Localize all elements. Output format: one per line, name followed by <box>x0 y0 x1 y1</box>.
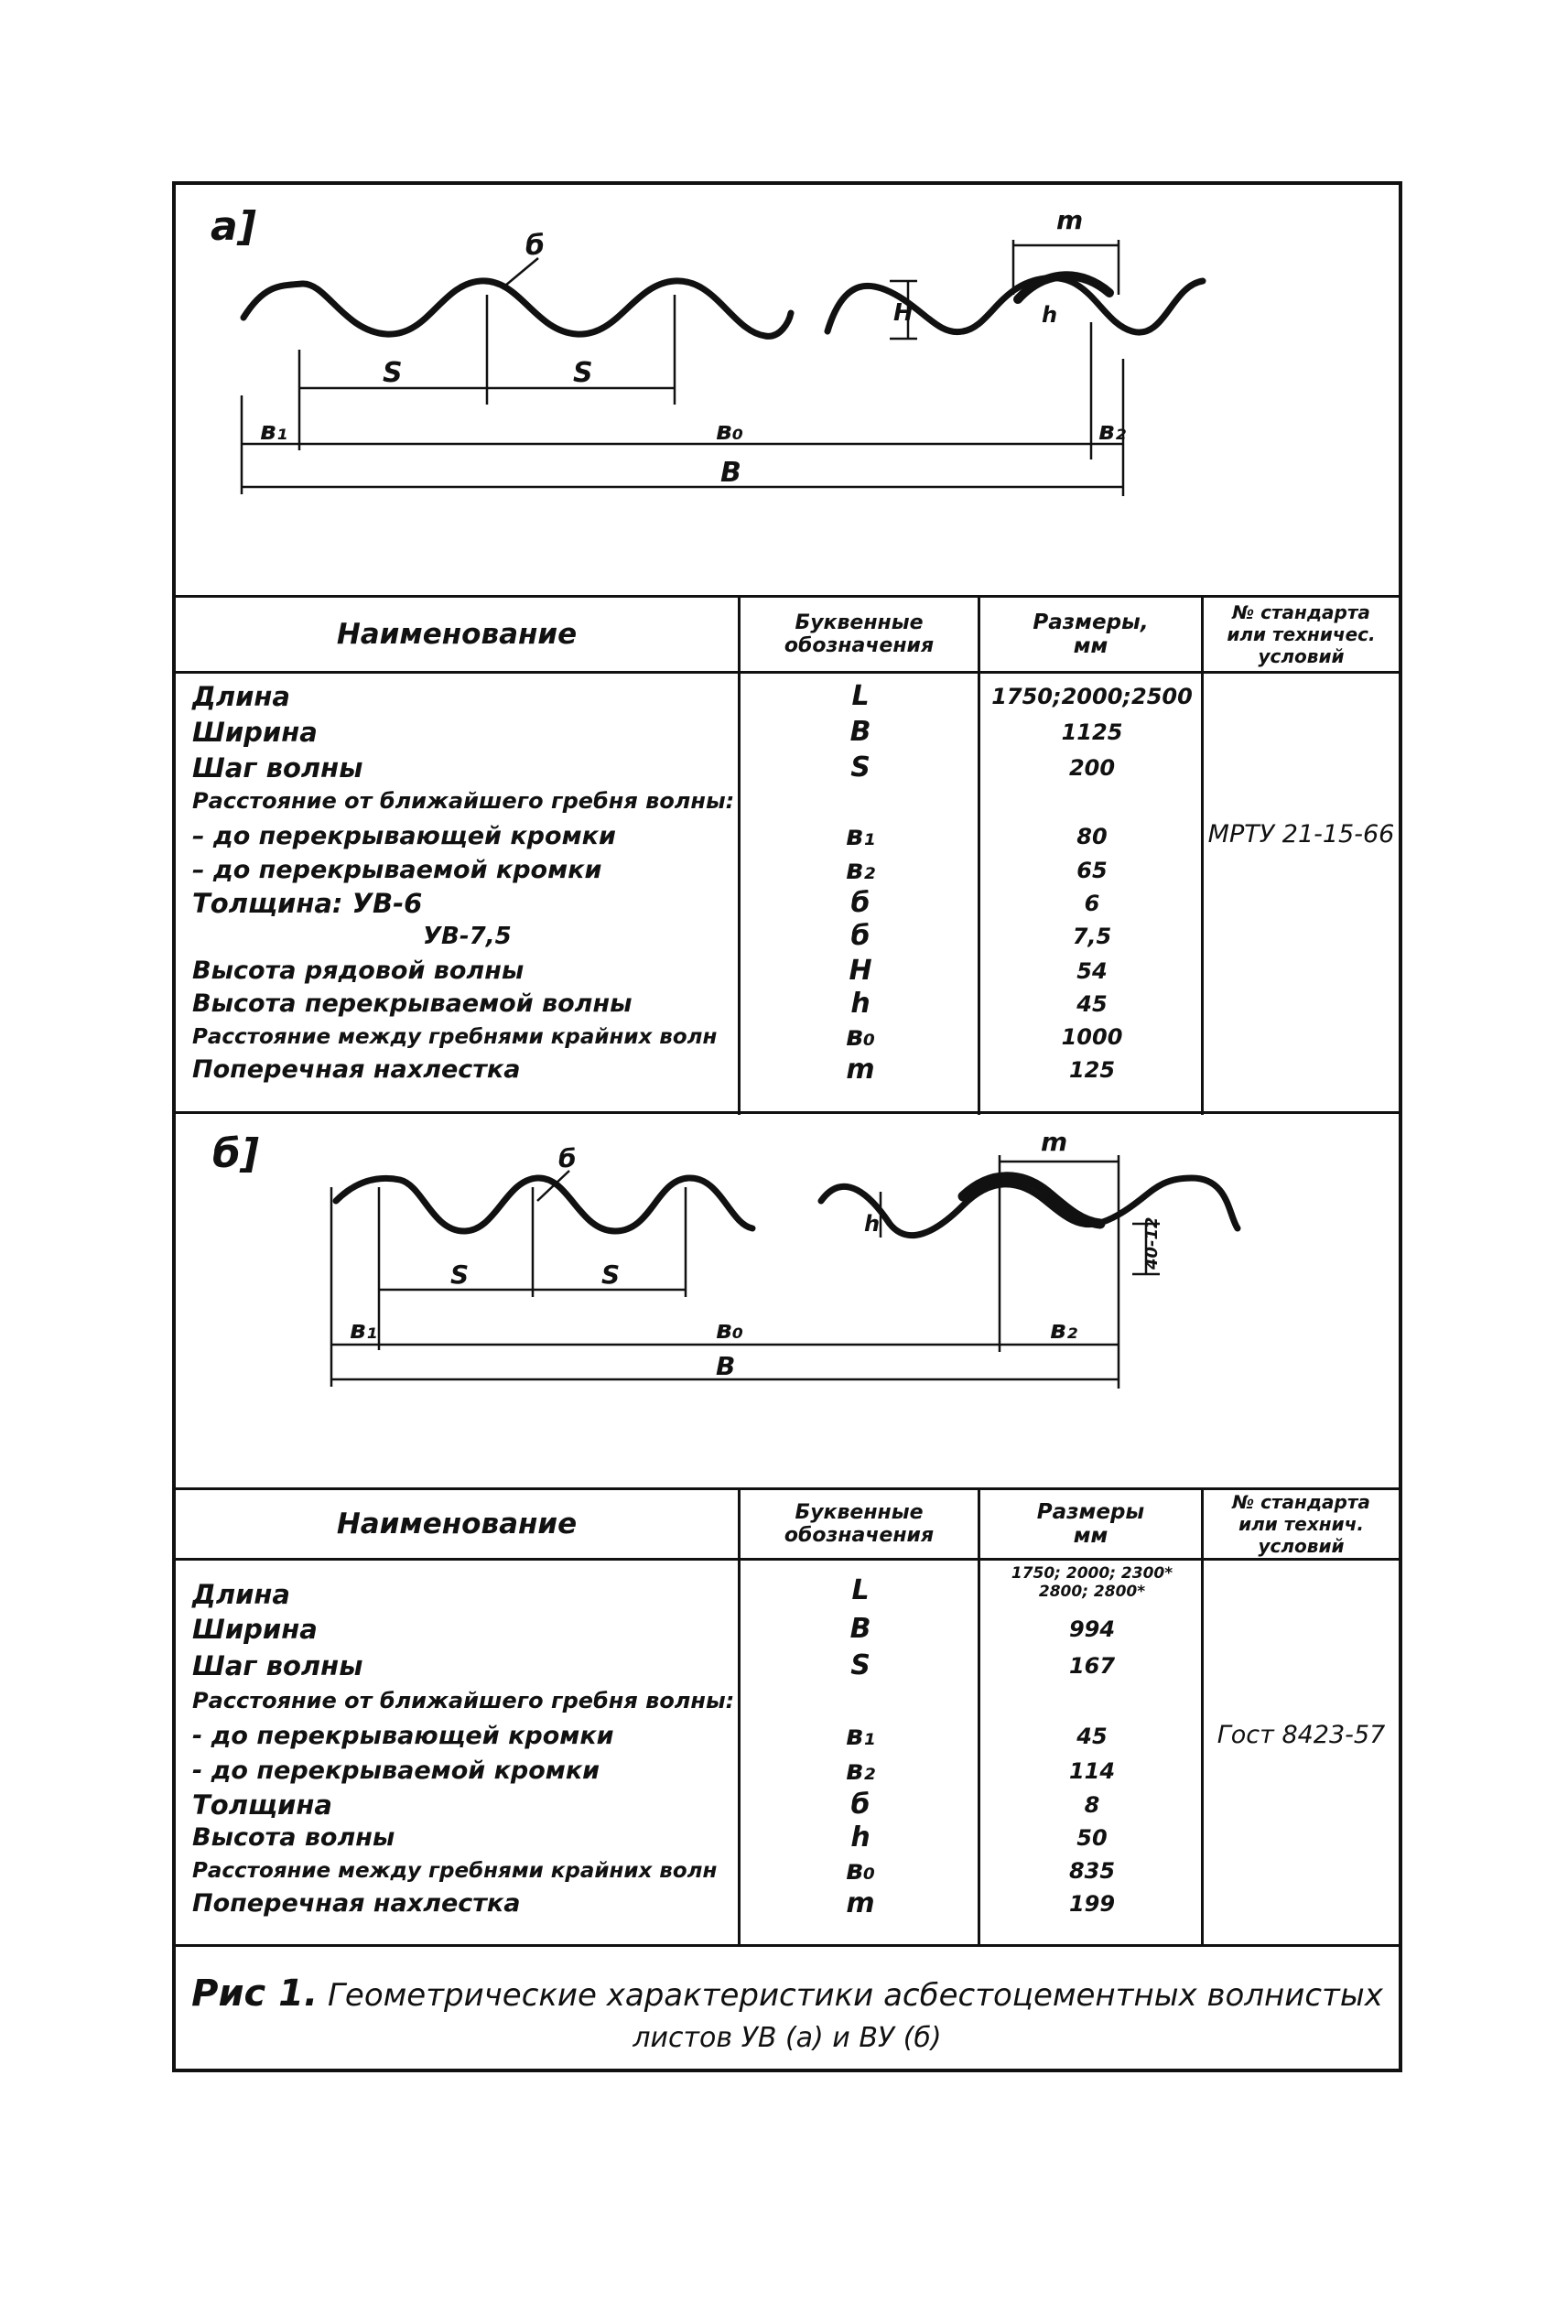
dim-b-m: m <box>1041 1127 1068 1157</box>
dim-a-b2: в₂ <box>1098 416 1126 446</box>
dim-a-h: h <box>1042 302 1058 328</box>
figure-caption <box>176 1947 1399 2072</box>
sheet-b-profile-left <box>336 1178 752 1231</box>
dim-a-s2: S <box>573 357 593 389</box>
table-a-header-symbol: Буквенные обозначения <box>784 611 935 657</box>
table-row: Шаг волны S 167 <box>192 1649 1116 1681</box>
table-b-header-size: Размеры мм <box>1036 1500 1145 1548</box>
sheet-a-profile-left <box>243 281 791 336</box>
table-row: - до перекрывающей кромки в₁ 45 <box>192 1720 1108 1752</box>
table-row: Толщина: УВ-6 б 6 <box>192 887 1100 919</box>
table-a-standard: МРТУ 21-15-66 <box>1207 820 1395 849</box>
table-row: Высота рядовой волны Н 54 <box>192 955 1108 987</box>
table-b-standard: Гост 8423-57 <box>1217 1721 1386 1749</box>
dim-a-H: Н <box>893 299 914 327</box>
sheet-b-overlap <box>963 1177 1100 1224</box>
table-a-header-size: Размеры, мм <box>1033 611 1149 658</box>
dim-b-b0: в₀ <box>716 1314 743 1345</box>
diagram-a-panel <box>176 185 1399 595</box>
table-row: Поперечная нахлестка m 199 <box>192 1887 1116 1919</box>
dim-a-B: В <box>720 457 741 489</box>
table-row: Длина L 1750;2000;2500 <box>192 680 1193 712</box>
table-b-header-symbol: Буквенные обозначения <box>784 1501 935 1547</box>
table-row: Ширина В 994 <box>192 1613 1116 1645</box>
table-row: Длина L 1750; 2000; 2300* 2800; 2800* <box>192 1564 1173 1610</box>
table-row: Расстояние от ближайшего гребня волны: <box>192 788 735 814</box>
diagram-a-label: а] <box>211 203 256 250</box>
table-row: Высота перекрываемой волны h 45 <box>192 988 1108 1020</box>
diagram-b-drawing <box>176 1114 1399 1480</box>
table-row: Толщина б 8 <box>192 1789 1100 1821</box>
diagram-b-panel <box>176 1114 1399 1487</box>
dim-a-b1: в₁ <box>260 416 287 446</box>
table-row: Высота волны h 50 <box>192 1821 1108 1854</box>
table-a-body <box>176 674 1399 1113</box>
table-a-header-standard: № стандарта или техничес. условий <box>1227 601 1376 667</box>
table-row: УВ-7,5 б 7,5 <box>423 920 1112 952</box>
table-b-header-name: Наименование <box>336 1508 578 1540</box>
table-row: Расстояние от ближайшего гребня волны: <box>192 1688 735 1713</box>
table-row: Ширина В 1125 <box>192 716 1123 748</box>
dim-b-gap: 40-12 <box>1142 1216 1162 1270</box>
caption-prefix: Рис 1. <box>191 1973 319 2015</box>
diagram-a-drawing <box>176 185 1399 588</box>
table-row: Расстояние между гребнями крайних волн в₀ 835 <box>192 1854 1116 1886</box>
table-b-header-standard: № стандарта или технич. условий <box>1232 1491 1370 1557</box>
caption-line2: листов УВ (а) и ВУ (б) <box>633 2022 942 2054</box>
table-b <box>176 1490 1399 1946</box>
table-row: Расстояние между гребнями крайних волн в₀ 1000 <box>192 1021 1123 1053</box>
dim-b-thickness: б <box>558 1143 577 1173</box>
table-row: – до перекрываемой кромки в₂ 65 <box>192 854 1108 886</box>
dim-a-thickness: б <box>525 230 545 262</box>
dim-b-s1: S <box>450 1259 470 1290</box>
diagram-b-label: б] <box>212 1130 259 1177</box>
table-b-body <box>176 1561 1399 1945</box>
sheet-a-profile-right <box>827 278 1203 333</box>
table-row: – до перекрывающей кромки в₁ 80 <box>192 820 1108 852</box>
dim-b-s2: S <box>601 1259 621 1290</box>
table-a-header <box>176 598 1399 674</box>
figure-frame <box>172 181 1402 2072</box>
dim-a-b0: в₀ <box>716 416 743 446</box>
table-a-header-name: Наименование <box>336 618 578 651</box>
dim-b-b1: в₁ <box>350 1314 377 1345</box>
caption-line1: Геометрические характеристики асбестоцементных волнистых <box>327 1977 1383 2014</box>
table-a <box>176 598 1399 1115</box>
table-row: Поперечная нахлестка m 125 <box>192 1054 1116 1086</box>
dim-a-m: m <box>1056 205 1084 235</box>
dim-b-h: h <box>864 1211 881 1237</box>
table-b-header <box>176 1490 1399 1561</box>
table-row: Шаг волны S 200 <box>192 751 1116 784</box>
table-row: - до перекрываемой кромки в₂ 114 <box>192 1755 1116 1787</box>
dim-b-b2: в₂ <box>1050 1314 1077 1345</box>
dim-b-B: В <box>716 1351 736 1381</box>
dim-a-s1: S <box>383 357 403 389</box>
